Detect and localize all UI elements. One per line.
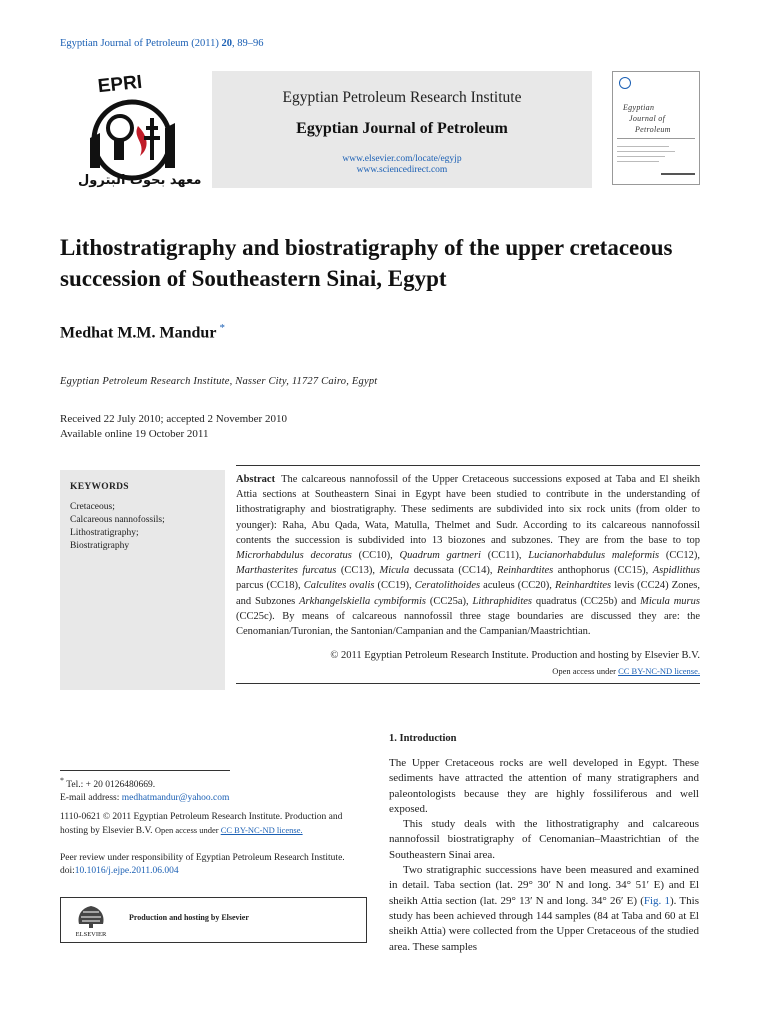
svg-text:معهد بحوث البترول: معهد بحوث البترول bbox=[78, 173, 202, 188]
journal-cover-thumbnail bbox=[612, 71, 700, 185]
author-name: Medhat M.M. Mandur * bbox=[60, 322, 225, 342]
abstract-copyright: © 2011 Egyptian Petroleum Research Institute. Production and hosting by Elsevier B.V. bbox=[330, 650, 700, 661]
author-footnote-link[interactable]: * bbox=[219, 322, 225, 334]
figure-reference-link[interactable]: Fig. 1 bbox=[643, 894, 670, 907]
institute-name: Egyptian Petroleum Research Institute bbox=[282, 89, 522, 106]
hosting-text: Production and hosting by Elsevier bbox=[129, 913, 249, 922]
received-date: Received 22 July 2010; accepted 2 November 2010 bbox=[60, 413, 287, 425]
cover-title-line: Petroleum bbox=[635, 125, 671, 134]
cover-emblem-icon bbox=[619, 77, 631, 89]
journal-citation: Egyptian Journal of Petroleum (2011) 20, 89–96 bbox=[60, 38, 264, 49]
svg-text:EPRI: EPRI bbox=[96, 71, 144, 98]
email-link[interactable]: medhatmandur@yahoo.com bbox=[121, 792, 230, 803]
svg-text:ELSEVIER: ELSEVIER bbox=[75, 931, 107, 938]
journal-header-panel bbox=[212, 71, 592, 188]
license-link[interactable]: CC BY-NC-ND license. bbox=[618, 666, 700, 676]
available-date: Available online 19 October 2011 bbox=[60, 428, 209, 440]
cover-text-line bbox=[617, 151, 675, 152]
abstract-top-rule bbox=[236, 465, 700, 466]
keyword-item: Biostratigraphy bbox=[70, 541, 130, 551]
cover-rule bbox=[617, 138, 695, 139]
author-affiliation: Egyptian Petroleum Research Institute, Nasser City, 11727 Cairo, Egypt bbox=[60, 376, 378, 387]
section-heading-introduction: 1. Introduction bbox=[389, 733, 457, 744]
paragraph: The Upper Cretaceous rocks are well developed in Egypt. These sediments have attracted the attention of many stratigraphers and paleontologists because they are highly fossiliferous and well exposed. bbox=[389, 757, 699, 815]
license-link[interactable]: CC BY-NC-ND license. bbox=[220, 824, 303, 835]
cover-title-line: Egyptian bbox=[623, 103, 655, 112]
sciencedirect-link[interactable]: www.sciencedirect.com bbox=[356, 165, 448, 175]
keywords-box bbox=[60, 470, 225, 690]
keyword-item: Calcareous nannofossils; bbox=[70, 515, 165, 525]
cover-title-line: Journal of bbox=[629, 114, 666, 123]
article-title: Lithostratigraphy and biostratigraphy of the upper cretaceous succession of Southeastern Sinai, Egypt bbox=[60, 235, 673, 291]
peer-review-note: Peer review under responsibility of Egyptian Petroleum Research Institute. doi:10.1016/j.ejpe.2011.06.004 bbox=[60, 852, 365, 877]
issn-copyright: 1110-0621 © 2011 Egyptian Petroleum Research Institute. Production and hosting by Elsevier B.V. Open access under CC BY-NC-ND license. bbox=[60, 812, 343, 836]
cover-text-line bbox=[617, 156, 665, 157]
journal-name: Egyptian Journal of Petroleum bbox=[296, 120, 508, 137]
elsevier-hosting-box bbox=[60, 897, 367, 943]
cover-text-line bbox=[617, 146, 669, 147]
email-line: E-mail address: medhatmandur@yahoo.com bbox=[60, 792, 230, 803]
cover-text-line bbox=[617, 161, 659, 162]
abstract-text: Abstract The calcareous nannofossil of the Upper Cretaceous successions exposed at Taba and El sheikh Attia sections at Southeastern Sinai in Egypt have been studied to contribute in the understanding of lithostratigraphy and biostratigraphy. These sediments are subdivided into six rock units (from older to younger): Raha, Abu Qada, Wata, Matulla, Thelmet and Sudr. According to its calcareous nannofossil contents the succession is subdivided into 13 biozones and subzones. They are from the base to top Microrhabdulus decoratus (CC10), Quadrum gartneri (CC11), Lucianorhabdulus maleformis (CC12), Marthasterites furcatus (CC13), Micula decussata (CC14), Reinhardtites anthophorus (CC15), Aspidlithus parcus (CC18), Calculites ovalis (CC19), Ceratolithoides aculeus (CC20), Reinhardtites levis (CC24) Zones, and Subzones Arkhangelskiella cymbiformis (CC25a), Lithraphidites quadratus (CC25b) and Micula murus (CC25c). By means of calcareous nannofossil three stage boundaries are discussed they are: the Cenomanian/Turonian, the Santonian/Campanian and the Campanian/Maastrichtian. bbox=[236, 474, 701, 638]
author-footnote bbox=[60, 775, 365, 804]
open-access-note: Open access under CC BY-NC-ND license. bbox=[552, 666, 700, 676]
journal-url-link[interactable]: www.elsevier.com/locate/egyjp bbox=[342, 154, 462, 164]
paragraph: Two stratigraphic successions have been measured and examined in detail. Taba section (lat. 29° 30′ N and long. 34° 51′ E) and El sheikh Attia section (lat. 29° 13′ N and long. 34° 26′ E) (Fig. 1). This study has been achieved through 144 samples (84 at Taba and 60 at El sheikh Attia) were collected from the Upper Cretaceous of the studied area. These samples bbox=[389, 864, 699, 953]
footnote-rule bbox=[60, 770, 230, 771]
elsevier-logo bbox=[69, 902, 113, 938]
telephone: * Tel.: + 20 0126480669. bbox=[60, 776, 156, 791]
keywords-list bbox=[70, 501, 165, 553]
abstract-label: Abstract bbox=[236, 474, 276, 485]
doi-line: doi:10.1016/j.ejpe.2011.06.004 bbox=[60, 865, 179, 876]
epri-logo bbox=[60, 68, 210, 190]
keyword-item: Cretaceous; bbox=[70, 502, 115, 512]
doi-link[interactable]: 10.1016/j.ejpe.2011.06.004 bbox=[74, 865, 179, 876]
cover-rule bbox=[661, 173, 695, 175]
keyword-item: Lithostratigraphy; bbox=[70, 528, 139, 538]
abstract-bottom-rule bbox=[236, 683, 700, 684]
keywords-heading: KEYWORDS bbox=[70, 482, 129, 492]
article-dates bbox=[60, 412, 287, 442]
paragraph: This study deals with the lithostratigraphy and calcareous nannofossil biostratigraphy of Cenomanian–Maastrichtian of the Southeastern Sinai area. bbox=[389, 818, 699, 861]
introduction-body bbox=[389, 756, 699, 955]
